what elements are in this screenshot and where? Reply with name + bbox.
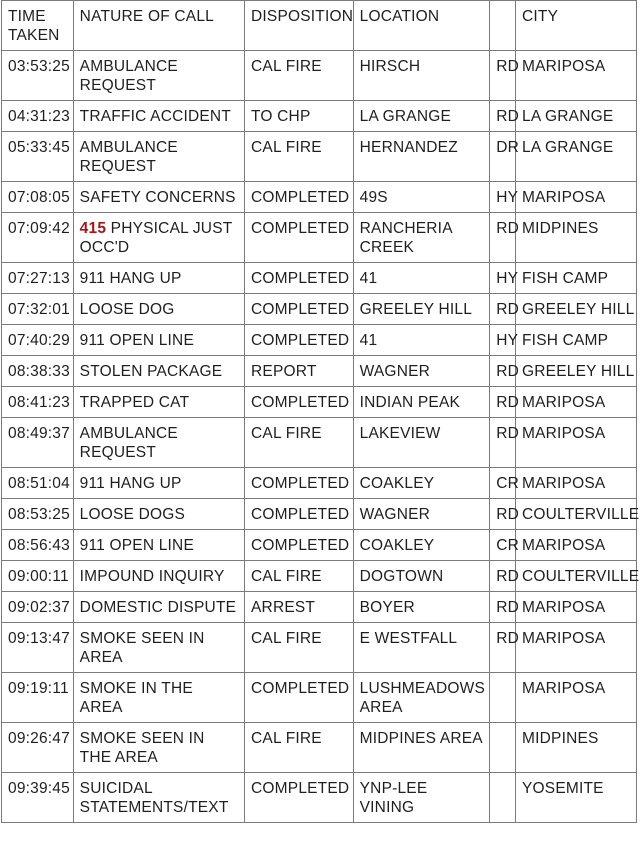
header-row bbox=[2, 1, 637, 51]
cell-suffix: DR bbox=[490, 132, 516, 182]
cell-disposition: CAL FIRE bbox=[245, 418, 354, 468]
cell-nature: TRAPPED CAT bbox=[73, 387, 244, 418]
cell-time: 09:00:11 bbox=[2, 561, 74, 592]
cell-city: GREELEY HILL bbox=[516, 294, 637, 325]
cell-time: 08:49:37 bbox=[2, 418, 74, 468]
cell-location: WAGNER bbox=[353, 499, 490, 530]
table-row bbox=[2, 294, 637, 325]
table-row bbox=[2, 101, 637, 132]
cell-nature: 911 HANG UP bbox=[73, 263, 244, 294]
cell-disposition: COMPLETED bbox=[245, 213, 354, 263]
cell-time: 09:02:37 bbox=[2, 592, 74, 623]
cell-nature: 911 OPEN LINE bbox=[73, 325, 244, 356]
cell-city: MARIPOSA bbox=[516, 673, 637, 723]
cell-city: FISH CAMP bbox=[516, 263, 637, 294]
cell-location: BOYER bbox=[353, 592, 490, 623]
cell-time: 04:31:23 bbox=[2, 101, 74, 132]
table-row bbox=[2, 499, 637, 530]
header-city: CITY bbox=[516, 1, 637, 51]
cell-location: RANCHERIA CREEK bbox=[353, 213, 490, 263]
cell-location: HERNANDEZ bbox=[353, 132, 490, 182]
cell-city: MIDPINES bbox=[516, 723, 637, 773]
cell-location: WAGNER bbox=[353, 356, 490, 387]
cell-location: E WESTFALL bbox=[353, 623, 490, 673]
cell-disposition: COMPLETED bbox=[245, 530, 354, 561]
table-row bbox=[2, 530, 637, 561]
cell-location: LA GRANGE bbox=[353, 101, 490, 132]
cell-location: COAKLEY bbox=[353, 468, 490, 499]
header-location: LOCATION bbox=[353, 1, 490, 51]
cell-location: LUSHMEADOWS AREA bbox=[353, 673, 490, 723]
cell-nature: AMBULANCE REQUEST bbox=[73, 132, 244, 182]
header-nature-of-call: NATURE OF CALL bbox=[73, 1, 244, 51]
cell-suffix: CR bbox=[490, 468, 516, 499]
cell-suffix: RD bbox=[490, 51, 516, 101]
table-row bbox=[2, 418, 637, 468]
cell-suffix bbox=[490, 723, 516, 773]
header-suffix bbox=[490, 1, 516, 51]
cell-time: 08:38:33 bbox=[2, 356, 74, 387]
cell-location: 41 bbox=[353, 263, 490, 294]
cell-city: MARIPOSA bbox=[516, 182, 637, 213]
cell-suffix: RD bbox=[490, 499, 516, 530]
cell-city: COULTERVILLE bbox=[516, 561, 637, 592]
table-row bbox=[2, 132, 637, 182]
header-time-line1: TIME bbox=[8, 8, 46, 25]
table-row bbox=[2, 182, 637, 213]
cell-time: 07:09:42 bbox=[2, 213, 74, 263]
table-row bbox=[2, 325, 637, 356]
cell-nature: LOOSE DOGS bbox=[73, 499, 244, 530]
cell-time: 07:27:13 bbox=[2, 263, 74, 294]
cell-nature: AMBULANCE REQUEST bbox=[73, 51, 244, 101]
cell-time: 08:41:23 bbox=[2, 387, 74, 418]
cell-city: COULTERVILLE bbox=[516, 499, 637, 530]
header-time-taken bbox=[2, 1, 74, 51]
cell-city: MARIPOSA bbox=[516, 530, 637, 561]
table-row bbox=[2, 623, 637, 673]
cell-time: 09:39:45 bbox=[2, 773, 74, 823]
cell-suffix: RD bbox=[490, 561, 516, 592]
cell-time: 05:33:45 bbox=[2, 132, 74, 182]
table-row bbox=[2, 723, 637, 773]
cell-nature: STOLEN PACKAGE bbox=[73, 356, 244, 387]
cell-disposition: TO CHP bbox=[245, 101, 354, 132]
cell-disposition: CAL FIRE bbox=[245, 723, 354, 773]
cell-city: GREELEY HILL bbox=[516, 356, 637, 387]
cell-disposition: COMPLETED bbox=[245, 263, 354, 294]
cell-disposition: COMPLETED bbox=[245, 325, 354, 356]
cell-disposition: COMPLETED bbox=[245, 499, 354, 530]
cell-location: HIRSCH bbox=[353, 51, 490, 101]
cell-suffix bbox=[490, 773, 516, 823]
cell-nature: 911 OPEN LINE bbox=[73, 530, 244, 561]
cell-disposition: COMPLETED bbox=[245, 294, 354, 325]
cell-location: 41 bbox=[353, 325, 490, 356]
cell-time: 08:56:43 bbox=[2, 530, 74, 561]
cell-disposition: CAL FIRE bbox=[245, 561, 354, 592]
cell-suffix: HY bbox=[490, 325, 516, 356]
table-row bbox=[2, 51, 637, 101]
cell-disposition: COMPLETED bbox=[245, 673, 354, 723]
cell-disposition: COMPLETED bbox=[245, 387, 354, 418]
cell-nature: IMPOUND INQUIRY bbox=[73, 561, 244, 592]
nature-text: PHYSICAL JUST OCC'D bbox=[79, 220, 233, 256]
call-log-table bbox=[1, 0, 640, 823]
cell-time: 09:26:47 bbox=[2, 723, 74, 773]
cell-disposition: COMPLETED bbox=[245, 182, 354, 213]
cell-location: LAKEVIEW bbox=[353, 418, 490, 468]
cell-city: MARIPOSA bbox=[516, 418, 637, 468]
cell-city: FISH CAMP bbox=[516, 325, 637, 356]
table-row bbox=[2, 673, 637, 723]
cell-nature: SMOKE SEEN IN AREA bbox=[73, 623, 244, 673]
table-row bbox=[2, 773, 637, 823]
cell-nature: 911 HANG UP bbox=[73, 468, 244, 499]
cell-suffix: RD bbox=[490, 294, 516, 325]
cell-nature: LOOSE DOG bbox=[73, 294, 244, 325]
cell-disposition: COMPLETED bbox=[245, 468, 354, 499]
cell-disposition: CAL FIRE bbox=[245, 623, 354, 673]
cell-disposition: COMPLETED bbox=[245, 773, 354, 823]
cell-suffix: RD bbox=[490, 623, 516, 673]
cell-city: MARIPOSA bbox=[516, 387, 637, 418]
cell-location: YNP-LEE VINING bbox=[353, 773, 490, 823]
cell-suffix: RD bbox=[490, 356, 516, 387]
cell-suffix: RD bbox=[490, 213, 516, 263]
cell-city: MARIPOSA bbox=[516, 592, 637, 623]
cell-city: MARIPOSA bbox=[516, 623, 637, 673]
cell-time: 08:51:04 bbox=[2, 468, 74, 499]
cell-disposition: ARREST bbox=[245, 592, 354, 623]
cell-location: COAKLEY bbox=[353, 530, 490, 561]
cell-nature bbox=[73, 213, 244, 263]
cell-city: LA GRANGE bbox=[516, 132, 637, 182]
cell-suffix: RD bbox=[490, 101, 516, 132]
table-row bbox=[2, 356, 637, 387]
cell-disposition: CAL FIRE bbox=[245, 132, 354, 182]
cell-time: 09:13:47 bbox=[2, 623, 74, 673]
cell-location: MIDPINES AREA bbox=[353, 723, 490, 773]
cell-suffix: RD bbox=[490, 592, 516, 623]
cell-nature: AMBULANCE REQUEST bbox=[73, 418, 244, 468]
table-row bbox=[2, 263, 637, 294]
cell-location: 49S bbox=[353, 182, 490, 213]
table-row bbox=[2, 387, 637, 418]
cell-suffix: HY bbox=[490, 182, 516, 213]
cell-time: 07:08:05 bbox=[2, 182, 74, 213]
header-disposition: DISPOSITION bbox=[245, 1, 354, 51]
cell-suffix: CR bbox=[490, 530, 516, 561]
header-time-line2: TAKEN bbox=[8, 27, 60, 44]
cell-location: DOGTOWN bbox=[353, 561, 490, 592]
cell-time: 09:19:11 bbox=[2, 673, 74, 723]
cell-nature: DOMESTIC DISPUTE bbox=[73, 592, 244, 623]
cell-time: 07:40:29 bbox=[2, 325, 74, 356]
incident-code: 415 bbox=[79, 220, 107, 237]
cell-disposition: REPORT bbox=[245, 356, 354, 387]
cell-time: 03:53:25 bbox=[2, 51, 74, 101]
cell-location: GREELEY HILL bbox=[353, 294, 490, 325]
cell-disposition: CAL FIRE bbox=[245, 51, 354, 101]
cell-city: YOSEMITE bbox=[516, 773, 637, 823]
cell-time: 07:32:01 bbox=[2, 294, 74, 325]
cell-time: 08:53:25 bbox=[2, 499, 74, 530]
cell-suffix bbox=[490, 673, 516, 723]
cell-city: MARIPOSA bbox=[516, 51, 637, 101]
cell-city: LA GRANGE bbox=[516, 101, 637, 132]
cell-nature: TRAFFIC ACCIDENT bbox=[73, 101, 244, 132]
cell-nature: SMOKE IN THE AREA bbox=[73, 673, 244, 723]
table-row bbox=[2, 592, 637, 623]
cell-nature: SMOKE SEEN IN THE AREA bbox=[73, 723, 244, 773]
table-row bbox=[2, 213, 637, 263]
table-row bbox=[2, 468, 637, 499]
cell-suffix: RD bbox=[490, 418, 516, 468]
cell-city: MIDPINES bbox=[516, 213, 637, 263]
cell-location: INDIAN PEAK bbox=[353, 387, 490, 418]
cell-suffix: HY bbox=[490, 263, 516, 294]
cell-suffix: RD bbox=[490, 387, 516, 418]
table-row bbox=[2, 561, 637, 592]
cell-nature: SAFETY CONCERNS bbox=[73, 182, 244, 213]
cell-nature: SUICIDAL STATEMENTS/TEXT bbox=[73, 773, 244, 823]
cell-city: MARIPOSA bbox=[516, 468, 637, 499]
